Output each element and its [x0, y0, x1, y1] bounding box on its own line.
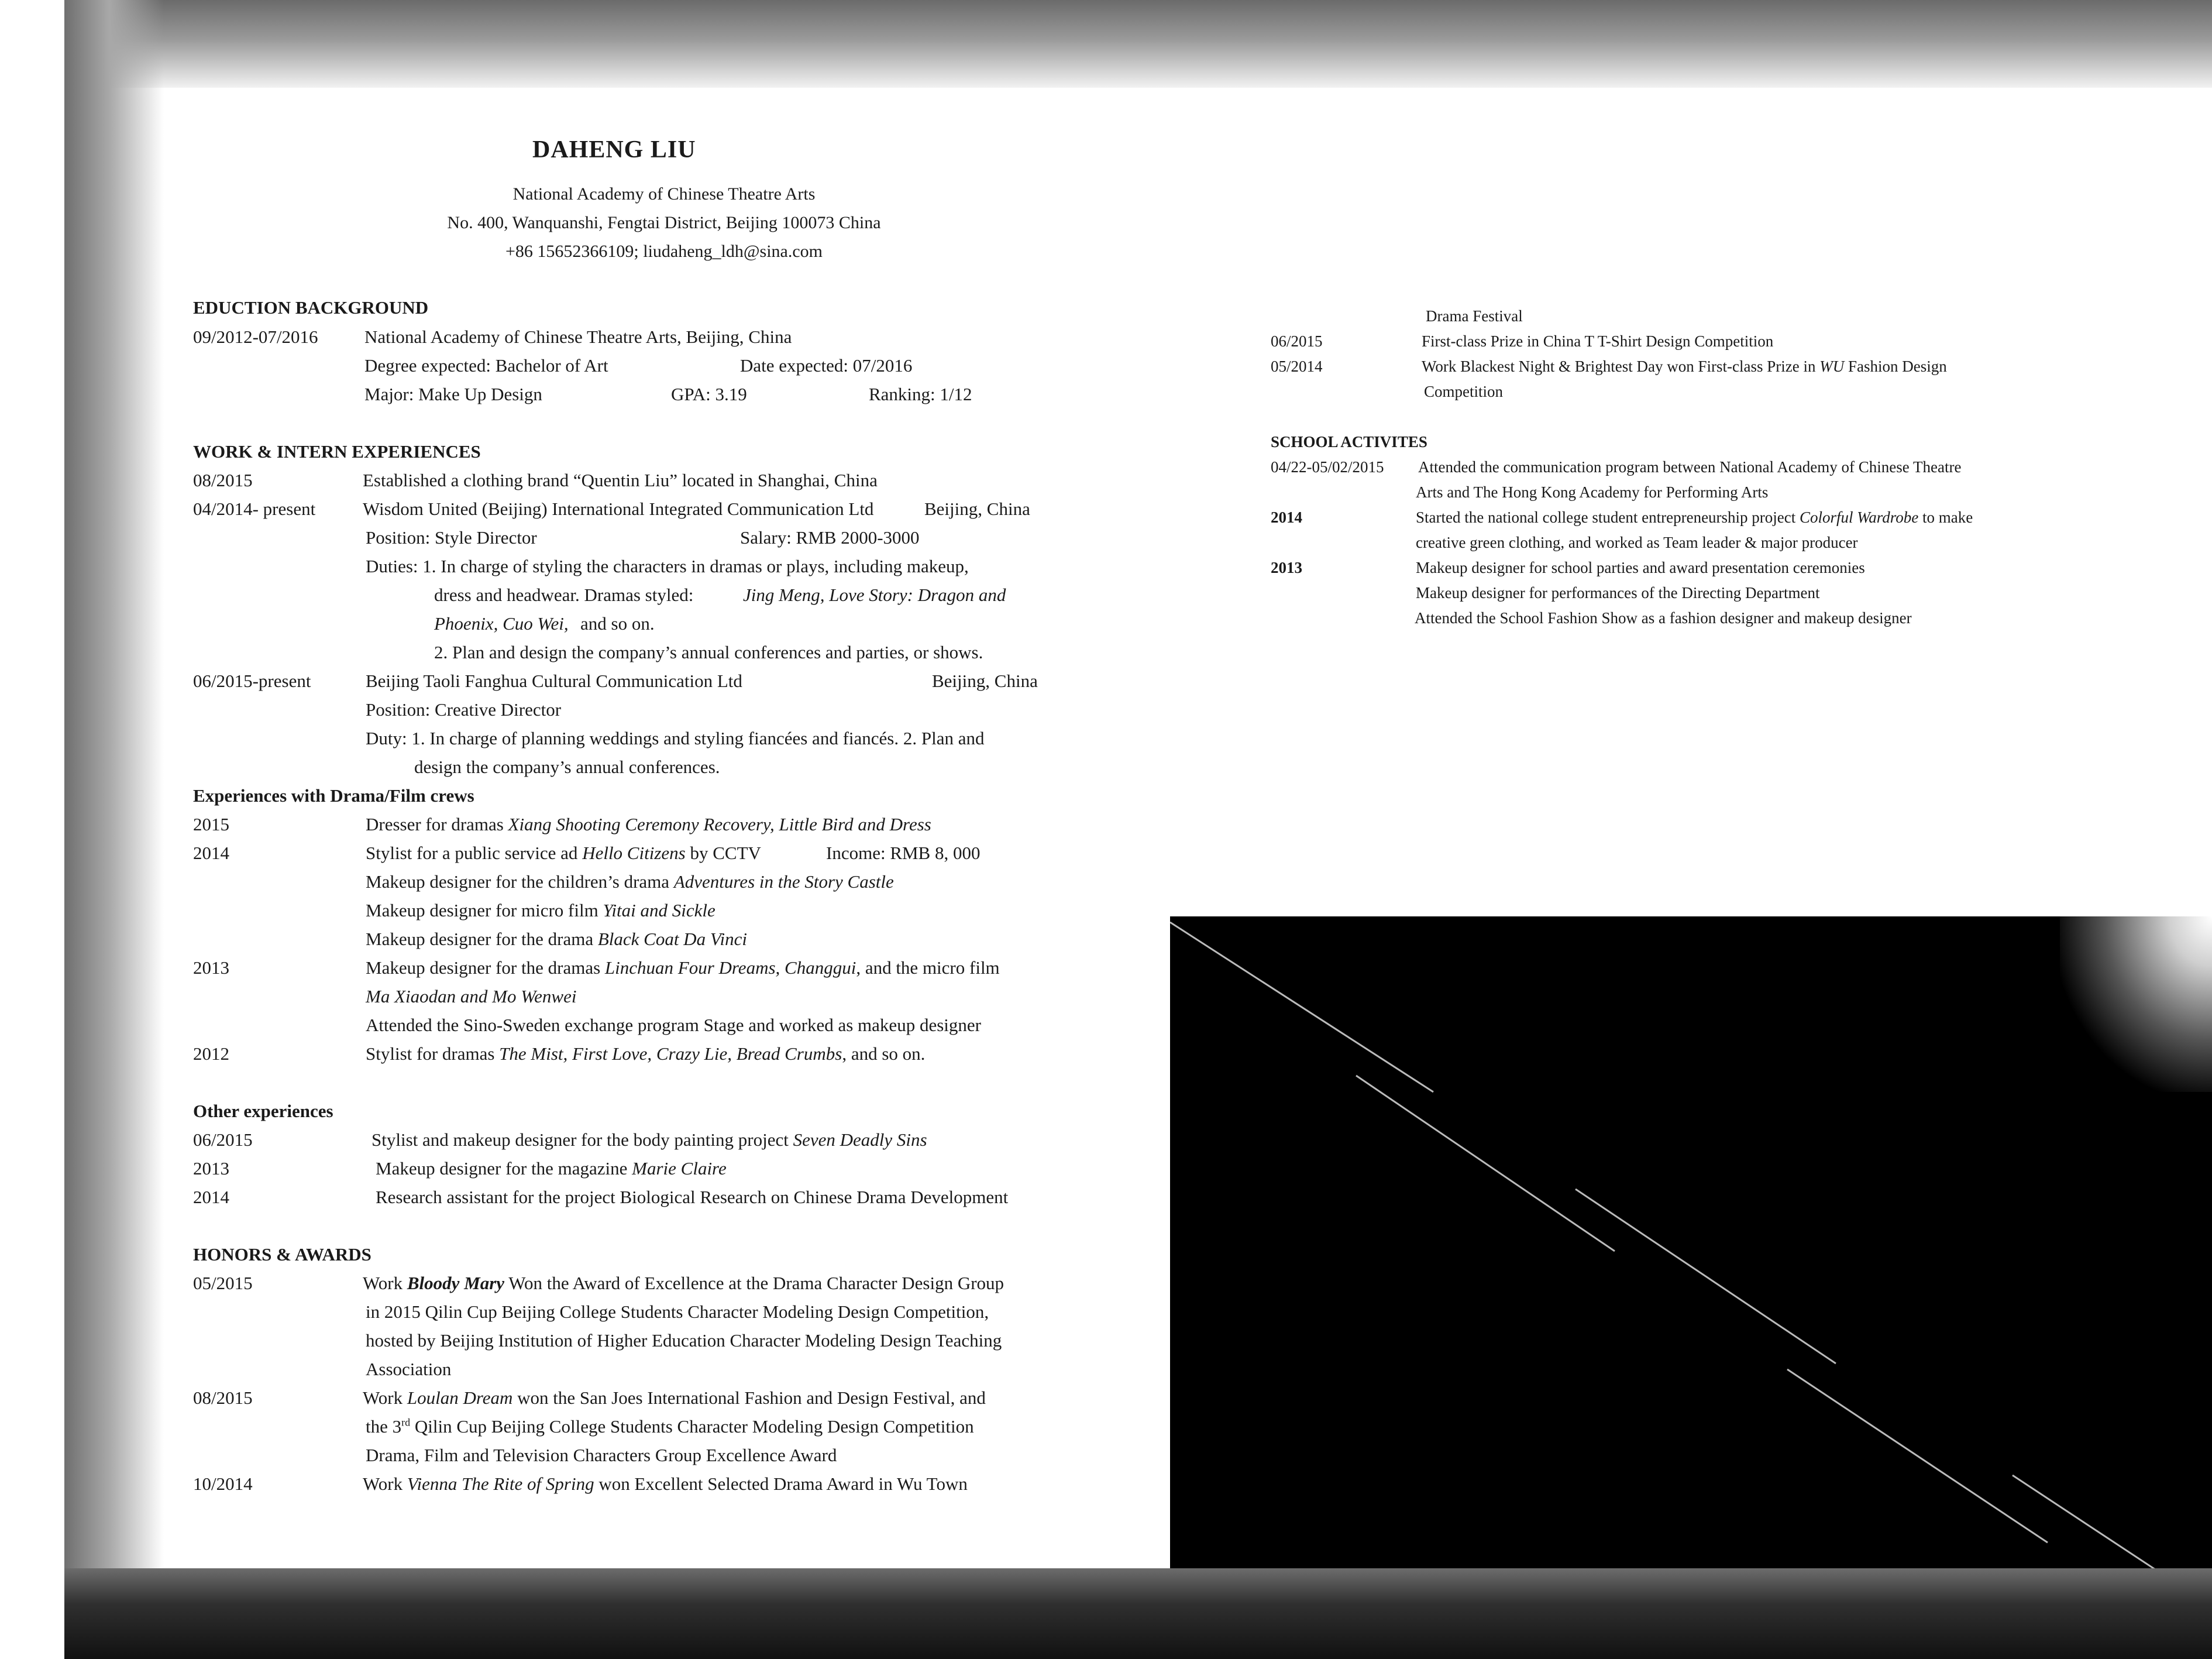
other-text: Makeup designer for the magazine: [376, 1158, 632, 1179]
honor-date: 08/2015: [193, 1387, 253, 1408]
honor-text: the 3: [366, 1416, 402, 1437]
school-text: Attended the School Fashion Show as a fashion designer and makeup designer: [1415, 609, 1912, 627]
drama-text: by CCTV: [685, 843, 761, 863]
drama-heading: Experiences with Drama/Film crews: [193, 785, 474, 806]
resume-name: DAHENG LIU: [532, 136, 696, 163]
header-address: No. 400, Wanquanshi, Fengtai District, Beijing 100073 China: [447, 213, 881, 232]
work-duties-l2-italic: Jing Meng, Love Story: Dragon and: [743, 585, 1006, 605]
work-date-3: 06/2015-present: [193, 671, 311, 691]
honors-heading: HONORS & AWARDS: [193, 1244, 371, 1265]
other-title: Marie Claire: [632, 1158, 727, 1179]
drama-text: Makeup designer for micro film: [366, 900, 603, 920]
school-text: to make: [1918, 509, 1973, 526]
drama-date: 2014: [193, 843, 229, 863]
drama-text: Dresser for dramas: [366, 814, 508, 834]
work-loc-3: Beijing, China: [932, 671, 1038, 691]
education-major: Major: Make Up Design: [364, 384, 542, 404]
drama-title: Linchuan Four Dreams, Changgui: [604, 957, 856, 978]
school-text: creative green clothing, and worked as Team leader & major producer: [1416, 534, 1858, 551]
other-date: 06/2015: [193, 1129, 253, 1150]
education-school: National Academy of Chinese Theatre Arts, Beijing, China: [364, 327, 792, 347]
education-heading: EDUCTION BACKGROUND: [193, 297, 429, 318]
work-duties-l3-text: and so on.: [580, 613, 655, 634]
drama-text: , and so on.: [842, 1043, 926, 1064]
drama-income: Income: RMB 8, 000: [826, 843, 981, 863]
right-text: Drama Festival: [1426, 307, 1523, 325]
school-text: Started the national college student entrepreneurship project: [1416, 509, 1800, 526]
drama-title: Hello Citizens: [582, 843, 686, 863]
work-duties-text: Duties: 1. In charge of styling the characters in dramas or plays, including makeup,: [366, 556, 969, 576]
school-activities-heading: SCHOOL ACTIVITES: [1271, 433, 1427, 451]
drama-title: The Mist, First Love, Crazy Lie, Bread Crumbs: [499, 1043, 842, 1064]
scratch-lines: [1170, 916, 2212, 1580]
school-text: Makeup designer for school parties and award presentation ceremonies: [1416, 559, 1865, 576]
school-title: Colorful Wardrobe: [1800, 509, 1919, 526]
work-text-1: Established a clothing brand “Quentin Liu” located in Shanghai, China: [363, 470, 878, 490]
honor-text: Work: [363, 1273, 407, 1293]
honor-text: won Excellent Selected Drama Award in Wu Town: [594, 1473, 968, 1494]
work-duty-3-text: Duty: 1. In charge of planning weddings and styling fiancées and fiancés. 2. Plan and: [366, 728, 985, 748]
scan-shadow-top: [64, 0, 2212, 88]
drama-text: , and the micro film: [856, 957, 1000, 978]
dark-panel: [1170, 916, 2212, 1580]
education-degree: Degree expected: Bachelor of Art: [364, 355, 608, 376]
scan-shadow-left: [64, 0, 164, 1580]
other-title: Seven Deadly Sins: [793, 1129, 927, 1150]
other-text: Stylist and makeup designer for the body painting project: [371, 1129, 793, 1150]
other-heading: Other experiences: [193, 1101, 333, 1121]
education-date: 09/2012-07/2016: [193, 327, 318, 347]
education-date-expected: Date expected: 07/2016: [740, 355, 913, 376]
drama-title: Black Coat Da Vinci: [597, 929, 747, 949]
drama-date: 2012: [193, 1043, 229, 1064]
drama-title: Xiang Shooting Ceremony Recovery, Little Bird and Dress: [508, 814, 931, 834]
education-ranking: Ranking: 1/12: [869, 384, 972, 404]
honor-text: Qilin Cup Beijing College Students Character Modeling Design Competition: [410, 1416, 974, 1437]
drama-text: Attended the Sino-Sweden exchange program Stage and worked as makeup designer: [366, 1015, 981, 1035]
honor-text: Work: [363, 1387, 407, 1408]
work-duties-2-text: 2. Plan and design the company’s annual conferences and parties, or shows.: [434, 642, 983, 662]
school-text: Attended the communication program between National Academy of Chinese Theatre: [1418, 458, 1962, 476]
work-heading: WORK & INTERN EXPERIENCES: [193, 441, 481, 462]
right-title: WU: [1819, 358, 1845, 375]
work-duties-l2-text: dress and headwear. Dramas styled:: [434, 585, 694, 605]
honor-text: Work: [363, 1473, 407, 1494]
work-date-1: 08/2015: [193, 470, 253, 490]
honor-text: Drama, Film and Television Characters Group Excellence Award: [366, 1445, 837, 1465]
header-institution: National Academy of Chinese Theatre Arts: [512, 184, 816, 204]
work-salary-1: Salary: RMB 2000-3000: [740, 527, 920, 548]
drama-text: Makeup designer for the drama: [366, 929, 598, 949]
right-date: 05/2014: [1271, 358, 1323, 375]
other-text: Research assistant for the project Biological Research on Chinese Drama Development: [376, 1187, 1009, 1207]
scan-shadow-bottom: [64, 1568, 2212, 1659]
school-date: 2014: [1271, 509, 1302, 526]
drama-text: Stylist for dramas: [366, 1043, 500, 1064]
drama-date: 2015: [193, 814, 229, 834]
honor-title: Loulan Dream: [407, 1387, 513, 1408]
drama-date: 2013: [193, 957, 229, 978]
honor-text: Won the Award of Excellence at the Drama Character Design Group: [504, 1273, 1004, 1293]
drama-title: Adventures in the Story Castle: [673, 871, 894, 892]
honor-sup: rd: [401, 1416, 411, 1428]
honor-date: 05/2015: [193, 1273, 253, 1293]
honor-text: won the San Joes International Fashion and Design Festival, and: [512, 1387, 986, 1408]
drama-text: Makeup designer for the dramas: [366, 957, 605, 978]
drama-title: Yitai and Sickle: [603, 900, 715, 920]
light-glare: [2060, 916, 2212, 1092]
honor-text: in 2015 Qilin Cup Beijing College Students Character Modeling Design Competition,: [366, 1301, 989, 1322]
work-date-2: 04/2014- present: [193, 499, 316, 519]
school-date: 2013: [1271, 559, 1302, 576]
work-position-1: Position: Style Director: [366, 527, 537, 548]
school-text: Arts and The Hong Kong Academy for Performing Arts: [1416, 483, 1769, 501]
honor-title: Bloody Mary: [407, 1273, 505, 1293]
drama-text: Stylist for a public service ad: [366, 843, 583, 863]
right-text: First-class Prize in China T T-Shirt Design Competition: [1422, 332, 1774, 350]
work-company-3: Beijing Taoli Fanghua Cultural Communication Ltd: [366, 671, 742, 691]
right-date: 06/2015: [1271, 332, 1323, 350]
other-date: 2014: [193, 1187, 229, 1207]
work-text-2: Wisdom United (Beijing) International Integrated Communication Ltd: [363, 499, 874, 519]
work-duties-l3-italic: Phoenix, Cuo Wei,: [434, 613, 569, 634]
work-loc-2: Beijing, China: [924, 499, 1030, 519]
honor-text: Association: [366, 1359, 452, 1379]
school-text: Makeup designer for performances of the Directing Department: [1416, 584, 1820, 602]
other-date: 2013: [193, 1158, 229, 1179]
drama-title: Ma Xiaodan and Mo Wenwei: [366, 986, 577, 1007]
header-contact: +86 15652366109; liudaheng_ldh@sina.com: [505, 242, 823, 261]
education-gpa: GPA: 3.19: [671, 384, 747, 404]
right-text: Work Blackest Night & Brightest Day won First-class Prize in: [1422, 358, 1820, 375]
honor-title: Vienna The Rite of Spring: [407, 1473, 594, 1494]
honor-date: 10/2014: [193, 1473, 253, 1494]
work-duty-3-l2-text: design the company’s annual conferences.: [414, 757, 720, 777]
honor-text: hosted by Beijing Institution of Higher Education Character Modeling Design Teaching: [366, 1330, 1002, 1351]
drama-text: Makeup designer for the children’s drama: [366, 871, 674, 892]
work-position-3: Position: Creative Director: [366, 699, 562, 720]
right-text: Competition: [1424, 383, 1503, 400]
right-text: Fashion Design: [1844, 358, 1947, 375]
school-date: 04/22-05/02/2015: [1271, 458, 1384, 476]
